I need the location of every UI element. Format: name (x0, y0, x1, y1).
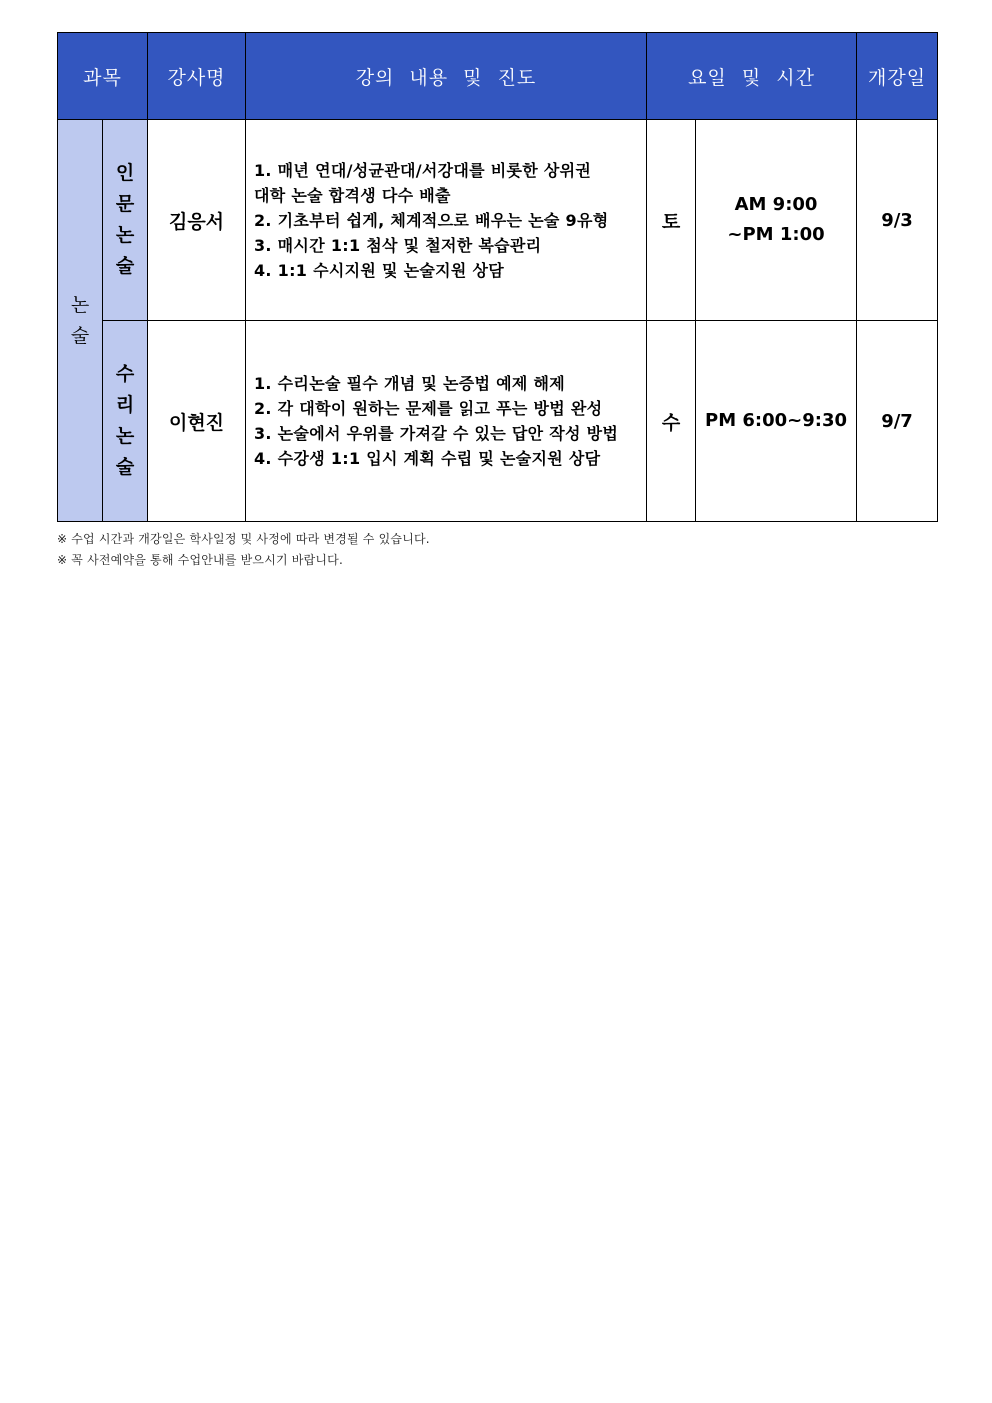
class-time (696, 120, 857, 321)
instructor-name: 이현진 (148, 321, 246, 522)
sub-category-char: 문 (115, 193, 135, 215)
footnote-schedule-change: ※ 수업 시간과 개강일은 학사일정 및 사정에 따라 변경될 수 있습니다. (57, 532, 430, 546)
category-char: 논 (70, 293, 90, 316)
start-date: 9/3 (857, 120, 938, 321)
course-schedule-table (57, 32, 938, 522)
sub-category-char: 리 (115, 394, 135, 416)
sub-category-char: 논 (115, 425, 135, 447)
content-line: 3. 논술에서 우위를 가져갈 수 있는 답안 작성 방법 (254, 424, 619, 443)
category-char: 술 (70, 324, 90, 347)
sub-category-char: 수 (115, 363, 135, 385)
class-day: 토 (647, 120, 696, 321)
course-content (246, 120, 647, 321)
instructor-name: 김응서 (148, 120, 246, 321)
content-line: 3. 매시간 1:1 첨삭 및 철저한 복습관리 (254, 235, 542, 255)
header-start-date: 개강일 (857, 33, 938, 120)
content-line: 1. 매년 연대/성균관대/서강대를 비롯한 상위권 (254, 160, 592, 180)
table-row (58, 120, 938, 321)
header-row (58, 33, 938, 120)
footnote-reservation: ※ 꼭 사전예약을 통해 수업안내를 받으시기 바랍니다. (57, 553, 343, 567)
time-line: ~PM 1:00 (727, 224, 825, 245)
sub-category-char: 인 (115, 162, 135, 184)
content-line: 4. 수강생 1:1 입시 계획 수립 및 논술지원 상담 (254, 449, 601, 468)
sub-category-char: 논 (115, 224, 135, 246)
header-content: 강의 내용 및 진도 (246, 33, 647, 120)
header-instructor: 강사명 (148, 33, 246, 120)
class-day: 수 (647, 321, 696, 522)
content-line: 1. 수리논술 필수 개념 및 논증법 예제 해제 (254, 374, 565, 393)
category-cell (58, 120, 103, 522)
content-line: 2. 각 대학이 원하는 문제를 읽고 푸는 방법 완성 (254, 399, 603, 418)
header-subject: 과목 (58, 33, 148, 120)
sub-category-cell (103, 120, 148, 321)
course-content (246, 321, 647, 522)
sub-category-cell (103, 321, 148, 522)
time-line: AM 9:00 (734, 194, 818, 215)
time-line: PM 6:00~9:30 (705, 410, 847, 431)
table-row (58, 321, 938, 522)
class-time (696, 321, 857, 522)
content-line: 4. 1:1 수시지원 및 논술지원 상담 (254, 260, 505, 280)
start-date: 9/7 (857, 321, 938, 522)
sub-category-char: 술 (115, 456, 135, 478)
sub-category-char: 술 (115, 255, 135, 277)
header-schedule: 요일 및 시간 (647, 33, 857, 120)
content-line: 2. 기초부터 쉽게, 체계적으로 배우는 논술 9유형 (254, 210, 609, 230)
content-line: 대학 논술 합격생 다수 배출 (254, 185, 451, 205)
